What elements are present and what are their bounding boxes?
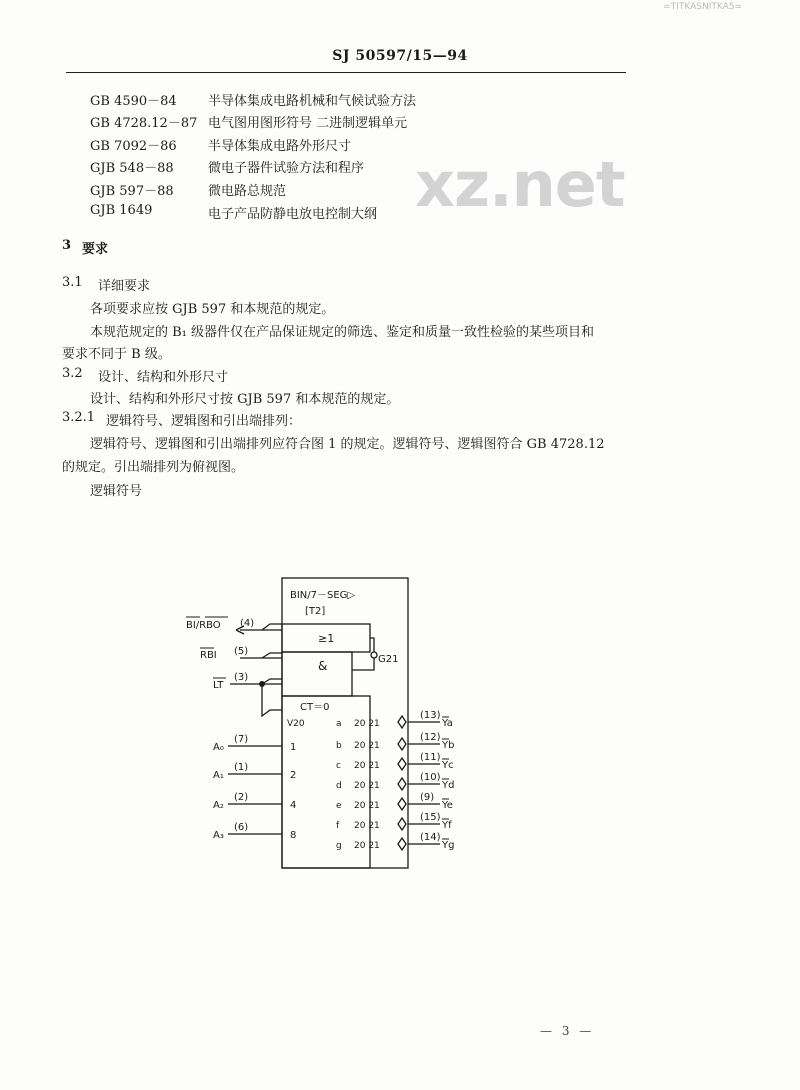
segment-code: 20 21	[354, 761, 380, 771]
top-mark: =TITKASNITKA5=	[663, 2, 742, 12]
v20-label: V20	[287, 719, 305, 729]
address-pin-label: (6)	[234, 822, 249, 833]
input-signal-label: BI/RBO	[186, 620, 221, 631]
ref-title: 微电子器件试验方法和程序	[208, 161, 365, 176]
section-3-2-1-title: 逻辑符号、逻辑图和引出端排列：	[106, 414, 302, 429]
address-weight: 4	[290, 800, 297, 811]
section-3-number: 3	[62, 238, 72, 253]
address-weight: 1	[290, 742, 297, 753]
ref-code: GB 7092－86	[90, 139, 177, 154]
input-pin-label: (4)	[240, 618, 255, 629]
input-pin-label: (5)	[234, 646, 249, 657]
figure-caption: 逻辑符号	[90, 484, 143, 499]
output-diamond-icons	[398, 716, 406, 850]
ref-title: 半导体集成电路外形尺寸	[208, 139, 352, 154]
paragraph: 各项要求应按 GJB 597 和本规范的规定。	[90, 302, 335, 317]
segment-label: a	[336, 719, 342, 729]
ref-code: GJB 548－88	[90, 161, 174, 176]
paragraph: 逻辑符号、逻辑图和引出端排列应符合图 1 的规定。逻辑符号、逻辑图符合 GB 4728.12	[90, 437, 605, 452]
block-title: BIN/7－SEG▷	[290, 590, 356, 601]
ref-code: GB 4590－84	[90, 94, 177, 109]
output-pin-label: (14)	[420, 832, 441, 843]
address-weight: 8	[290, 830, 297, 841]
paragraph: 要求不同于 B 级。	[62, 347, 171, 362]
segment-code: 20 21	[354, 719, 380, 729]
ref-code: GJB 597－88	[90, 184, 174, 199]
segment-code: 20 21	[354, 821, 380, 831]
ref-title: 半导体集成电路机械和气候试验方法	[208, 94, 417, 109]
address-signal-label: A₁	[213, 770, 224, 781]
output-pin-label: (9)	[420, 792, 435, 803]
segment-label: d	[336, 781, 342, 791]
ref-title: 电气图用图形符号 二进制逻辑单元	[208, 116, 408, 131]
address-pin-label: (7)	[234, 734, 249, 745]
output-signal-label: Yc	[442, 760, 454, 771]
output-pin-label: (13)	[420, 710, 441, 721]
ref-title: 微电路总规范	[208, 184, 287, 199]
ref-title: 电子产品防静电放电控制大纲	[208, 207, 378, 222]
output-signal-label: Ye	[442, 800, 453, 811]
ref-code: GB 4728.12－87	[90, 116, 198, 131]
paragraph: 本规范规定的 B₁ 级器件仅在产品保证规定的筛选、鉴定和质量一致性检验的某些项目和	[90, 325, 595, 340]
address-signal-label: A₃	[213, 830, 224, 841]
segment-label: g	[336, 841, 342, 851]
g21-label: G21	[378, 654, 399, 665]
output-signal-label: Yg	[442, 840, 455, 851]
input-signal-label: LT	[213, 680, 224, 691]
output-pin-label: (15)	[420, 812, 441, 823]
or-symbol: ≥1	[318, 632, 335, 645]
section-3-2-number: 3.2	[62, 366, 83, 381]
inverter-bubble	[371, 652, 377, 658]
segment-label: b	[336, 741, 342, 751]
section-3-1-number: 3.1	[62, 275, 83, 290]
output-pin-label: (11)	[420, 752, 441, 763]
address-pin-label: (2)	[234, 792, 249, 803]
paragraph: 的规定。引出端排列为俯视图。	[62, 460, 245, 475]
segment-code: 20 21	[354, 741, 380, 751]
t-label: [T2]	[305, 606, 326, 617]
address-pin-label: (1)	[234, 762, 249, 773]
output-pin-label: (10)	[420, 772, 441, 783]
output-signal-label: Ya	[442, 718, 453, 729]
section-3-2-1-number: 3.2.1	[62, 410, 96, 425]
header-rule	[66, 72, 626, 73]
ct0-label: CT＝0	[300, 702, 330, 713]
section-3-1-title: 详细要求	[98, 279, 151, 294]
paragraph: 设计、结构和外形尺寸按 GJB 597 和本规范的规定。	[90, 392, 400, 407]
section-3-title: 要求	[82, 242, 109, 257]
output-signal-label: Yb	[442, 740, 455, 751]
output-signal-label: Yf	[442, 820, 452, 831]
segment-label: e	[336, 801, 342, 811]
logic-symbol-diagram	[0, 560, 800, 880]
and-gate	[282, 652, 352, 696]
segment-code: 20 21	[354, 801, 380, 811]
segment-code: 20 21	[354, 781, 380, 791]
address-signal-label: A₀	[213, 742, 224, 753]
and-symbol: &	[318, 659, 328, 673]
watermark: xz.net	[415, 148, 625, 221]
output-pin-label: (12)	[420, 732, 441, 743]
input-signal-label: RBI	[200, 650, 217, 661]
page-number: — 3 —	[540, 1024, 595, 1038]
segment-code: 20 21	[354, 841, 380, 851]
segment-label: f	[336, 821, 340, 831]
section-3-2-title: 设计、结构和外形尺寸	[98, 370, 229, 385]
address-signal-label: A₂	[213, 800, 224, 811]
document-header: SJ 50597/15—94	[332, 48, 468, 64]
segment-label: c	[336, 761, 341, 771]
output-signal-label: Yd	[442, 780, 455, 791]
address-weight: 2	[290, 770, 297, 781]
input-pin-label: (3)	[234, 672, 249, 683]
ref-code: GJB 1649	[90, 203, 153, 218]
